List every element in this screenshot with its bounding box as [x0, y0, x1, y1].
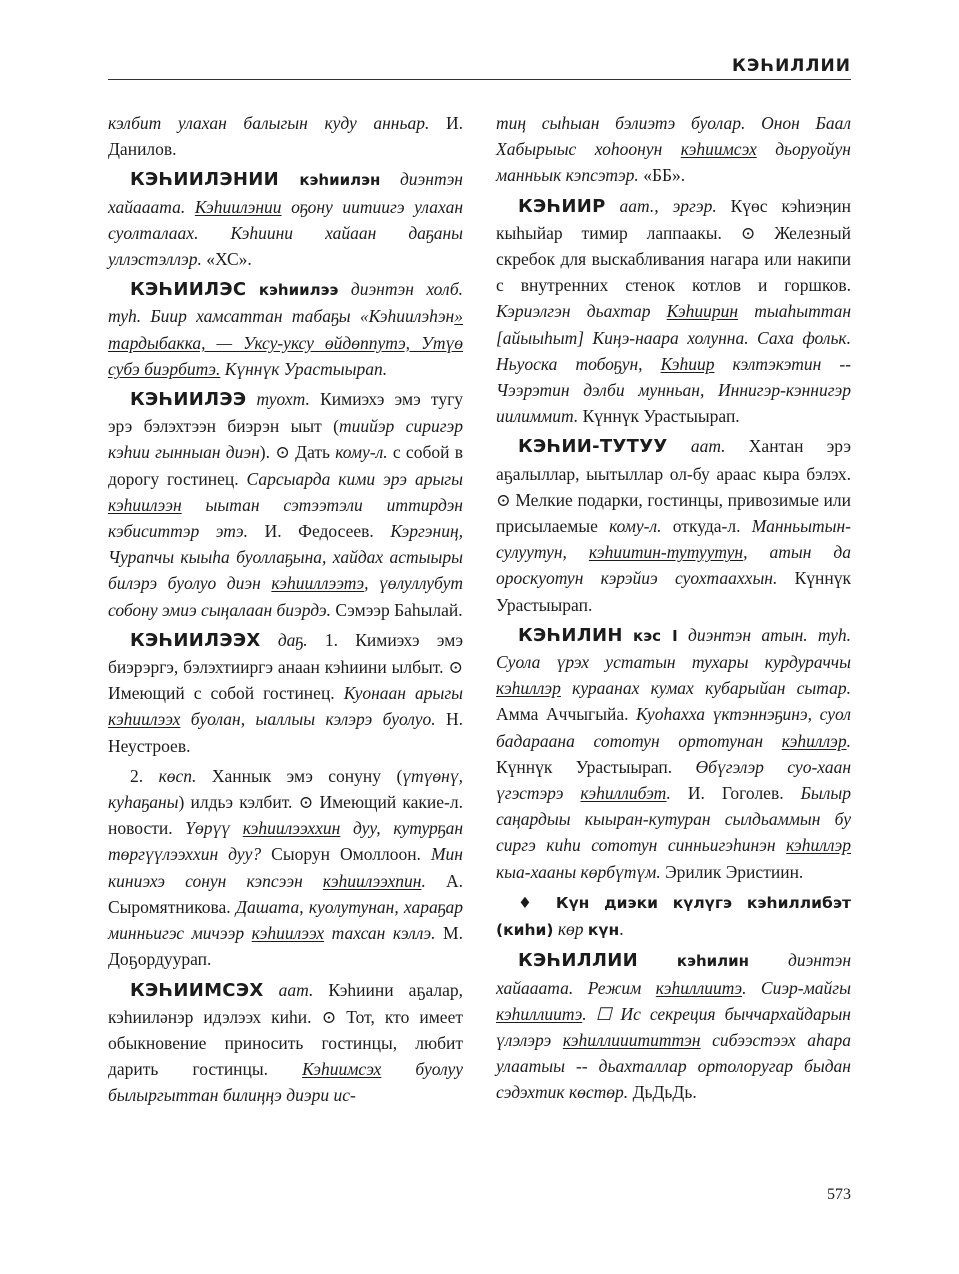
headword: КЭҺИИМСЭХ [130, 979, 264, 1001]
entry-kehiir: КЭҺИИР аат., эргэр. Күөс кэһиэӊин кыһыйар тимир лаппаакы. ⊙ Железный скребок для выскабливания нагара или накипи с внутренних стенок котлов и горшков. Кэриэлгэн дьахтар Кэһиирин тыаһыттан [айыыһыт] Киӊэ-наара холунна. Саха фольк. Ньуоска тобоҕун, Кэһиир кэлтэкэтин -- Чээрэтин дэлби мунньан, Иннигэр-кэннигэр иилиммит. Күннүк Урастыырап. [496, 195, 852, 427]
page-number: 573 [827, 1186, 851, 1203]
headword: КЭҺИИЛЭНИИ [130, 169, 279, 191]
entry-continuation: тиӊ сыһыан бэлиэтэ буолар. Онон Баал Хабырыыс хоһоонун кэһиимсэх дьоруойун манньык кэпсэтэр. «ББ». [496, 113, 851, 186]
idiom-line: ♦ Күн диэки күлүгэ кэһиллибэт (киһи) көр күн. [496, 893, 851, 940]
entry-kehiileeh: КЭҺИИЛЭЭХ даҕ. 1. Кимиэхэ эмэ биэрэргэ, бэлэхтииргэ анаан кэһиини ылбыт. ⊙ Имеющий с собой гостинец. Куонаан арыгы кэһиилээх буолан, ыаллыы кэлэрэ буолуо. Н. Неустроев. [108, 629, 463, 756]
entry-kehiimseh: КЭҺИИМСЭХ аат. Кэһиини аҕалар, кэһииләнэр идэлээх киһи. ⊙ Тот, кто имеет обыкновение приносить гостинцы, любит дарить гостинцы. Кэһиимсэх буолуу былыргыттан билиӊӊэ диэри ис- [108, 979, 464, 1106]
entry-kehiiles: КЭҺИИЛЭС кэһиилээ диэнтэн холб. туһ. Биир хамсаттан табаҕы «Кэһиилэһэн» тардыбакка, — Уксу-уксу өйдөппутэ, Утүө субэ биэрбитэ. Күннүк Урастыырап. [108, 279, 464, 379]
entry-kehiilee: КЭҺИИЛЭЭ туохт. Кимиэхэ эмэ тугу эрэ бэлэхтээн биэрэн ыыт (тиийэр сиригэр кэһии гынныан диэн). ⊙ Дать кому-л. с собой в дорогу гостинец. Сарсыарда кими эрэ арыгы кэһиилээн ыытан сэтээтэли иттирдэн кэбиситтэр этэ. И. Федосеев. Кэргэниӊ, Чурапчы кыыһа буоллаҕына, хайдах астыыры билэрэ буолуо диэн кэһииллээтэ, үөлуллубут собону эмиэ сыӊалаан биэрдэ. Сэмээр Баһылай. [108, 389, 464, 620]
entry-kehiilenii: КЭҺИИЛЭНИИ кэһиилэн диэнтэн хайааата. Кэһиилэнии оҕону иитиигэ улахан суолталаах. Кэһиини хайаан даҕаны уллэстэллэр. «ХС». [108, 169, 463, 270]
right-column [496, 110, 851, 1110]
entry-continuation: кэлбит улахан балыгын куду анньар. И. Данилов. [108, 113, 463, 160]
header-rule [108, 79, 851, 80]
running-head: КЭҺИЛЛИИ [731, 56, 851, 76]
headword: КЭҺИИЛЭЭ [130, 389, 247, 411]
entry-kehillii: КЭҺИЛЛИИ кэһилин диэнтэн хайааата. Режим кэһиллиитэ. Сиэр-майгы кэһиллиитэ. ☐ Ис секреция быччархайдарын үлэлэрэ кэһиллииититтэн сибээстээх аһара улаатыы -- дьахталлар ортолоругар быдан сэдэхтик көстөр. ДьДьДь. [496, 950, 852, 1103]
headword: КЭҺИИЛЭС [130, 279, 247, 301]
headword: КЭҺИИР [518, 195, 606, 217]
headword: КЭҺИИ-ТУТУУ [518, 436, 668, 458]
entry-kehii-tutuu: КЭҺИИ-ТУТУУ аат. Хантан эрэ аҕалыллар, ыытыллар ол-бу араас кыра бэлэх. ⊙ Мелкие подарки, гостинцы, привозимые или присылаемые кому-л. откуда-л. Манньытын-сулуутун, кэһиитин-тутуутун, атын да ороскуотун кэрэйиэ суохтааххын. Күннүк Урастыырап. [496, 436, 852, 615]
headword: КЭҺИЛИН [518, 624, 623, 646]
left-column [108, 110, 463, 1113]
entry-kehiileeh-sense2: 2. көсп. Ханнык эмэ сонуну (үтүөнү, куһаҕаны) илдьэ кэлбит. ⊙ Имеющий какие-л. новости. Үөрүү кэһиилээххин дуу, кутурҕан төргүүлээххин дуу? Сыорун Омоллоон. Мин киниэхэ сонун кэпсээн кэһиилээхпин. А. Сыромятникова. Дашата, куолутунан, хараҕар минньигэс мичээр кэһиилээх тахсан кэллэ. М. Доҕордуурап. [108, 765, 464, 970]
headword: КЭҺИИЛЭЭХ [130, 629, 261, 651]
entry-kehilin: КЭҺИЛИН кэс I диэнтэн атын. туһ. Суола үрэх устатын тухары курдураччы кэһиллэр кураанах кумах кубарыйан сытар. Амма Аччыгыйа. Куоһахха үктэннэҕинэ, суол бадараана сототун ортотунан кэһиллэр. Күннүк Урастыырап. Өбүгэлэр суо-хаан үгэстэрэ кэһиллибэт. И. Гоголев. Былыр саӊардыы кыыран-кутуран сылдьаммын бу сиргэ киһи сототун синньигэһинэн кэһиллэр кыа-хааны көрбүтүм. Эрилик Эристиин. [496, 624, 852, 882]
headword: КЭҺИЛЛИИ [518, 950, 638, 972]
